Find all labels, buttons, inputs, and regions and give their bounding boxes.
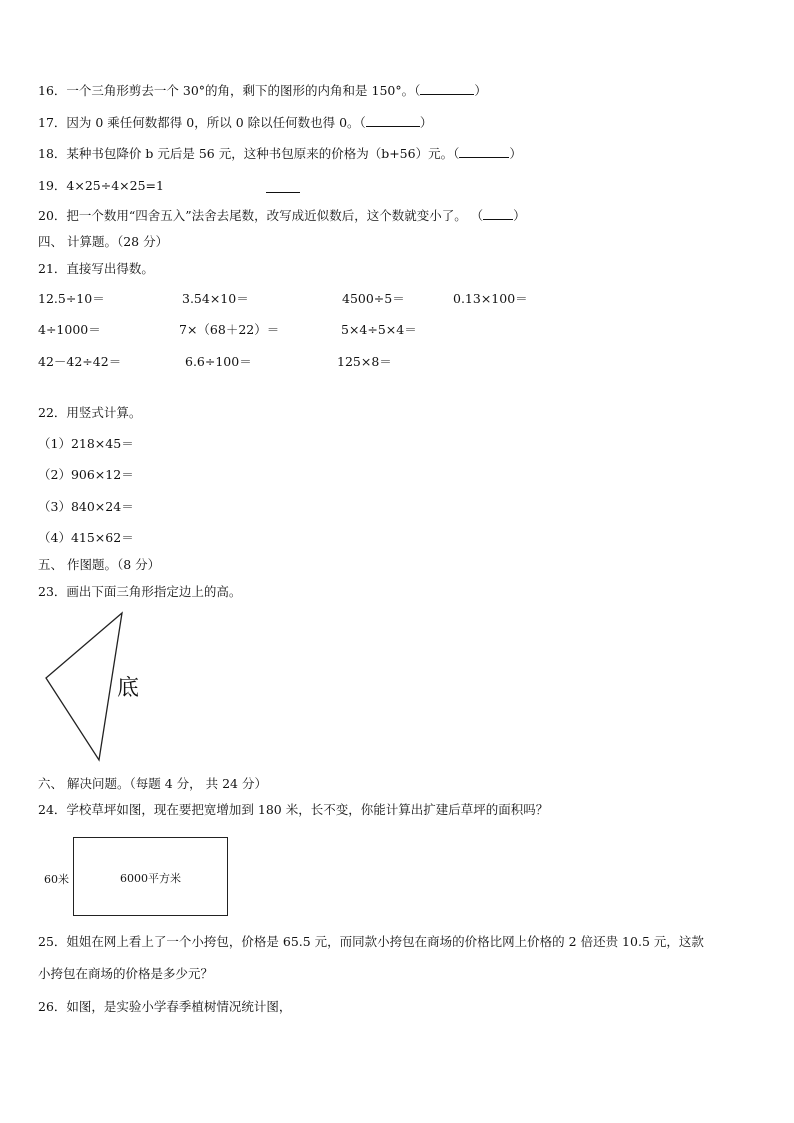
answer-blank-17[interactable] [366,115,420,127]
question-19-text: 19．4×25÷4×25=1 [38,178,164,193]
vertical-calc-3: （3）840×24＝ [38,499,134,514]
section-5-heading: 五、 作图题。（8 分） [38,557,161,572]
triangle-shape [46,613,122,760]
question-17 [38,115,432,131]
question-16-text: 16．一个三角形剪去一个 30°的角，剩下的图形的内角和是 150°。（ [38,83,421,98]
answer-blank-18[interactable] [459,146,509,158]
calc-21-r3-c2: 6.6÷100＝ [185,354,252,369]
vertical-calc-1: （1）218×45＝ [38,436,134,451]
question-18-text: 18．某种书包降价 b 元后是 56 元，这种书包原来的价格为（b+56）元。（ [38,146,460,161]
question-21-title: 21．直接写出得数。 [38,261,154,276]
question-25-line1: 25．姐姐在网上看上了一个小挎包，价格是 65.5 元，而同款小挎包在商场的价格比网上价格的 2 倍还贵 10.5 元，这款 [38,934,704,949]
vertical-calc-2: （2）906×12＝ [38,467,134,482]
question-18-close: ） [509,146,522,161]
question-20-text: 20．把一个数用“四舍五入”法舍去尾数，改写成近似数后，这个数就变小了。 （ [38,208,484,223]
calc-21-r3-c1: 42－42÷42＝ [38,354,122,369]
triangle-base-label: 底 [117,676,140,701]
answer-blank-19[interactable] [266,192,300,193]
calc-21-r1-c1: 12.5÷10＝ [38,291,105,306]
question-18 [38,146,522,162]
answer-blank-20[interactable] [483,208,513,220]
calc-21-r2-c1: 4÷1000＝ [38,322,101,337]
calc-21-r1-c4: 0.13×100＝ [453,291,528,306]
question-25-line2: 小挎包在商场的价格是多少元？ [38,966,214,981]
question-19 [38,178,164,194]
calc-21-r3-c3: 125×8＝ [337,354,392,369]
calc-21-r2-c3: 5×4÷5×4＝ [341,322,417,337]
question-20-close: ） [513,208,526,223]
question-16 [38,83,487,99]
calc-21-r1-c3: 4500÷5＝ [342,291,405,306]
question-17-close: ） [419,115,433,130]
section-4-heading: 四、 计算题。（28 分） [38,234,169,249]
answer-blank-16[interactable] [420,83,474,95]
lawn-width-label: 60米 [44,873,69,886]
vertical-calc-4: （4）415×62＝ [38,530,134,545]
question-20 [38,208,526,224]
question-24-title: 24．学校草坪如图，现在要把宽增加到 180 米，长不变，你能计算出扩建后草坪的面积吗？ [38,802,549,817]
question-22-title: 22．用竖式计算。 [38,405,142,420]
question-26-title: 26．如图，是实验小学春季植树情况统计图， [38,999,292,1014]
lawn-area-label: 6000平方米 [120,872,181,885]
calc-21-r2-c2: 7×（68＋22）＝ [179,322,280,337]
question-17-text: 17．因为 0 乘任何数都得 0，所以 0 除以任何数也得 0。（ [38,115,366,130]
calc-21-r1-c2: 3.54×10＝ [182,291,249,306]
question-16-close: ） [474,83,487,98]
section-6-heading: 六、 解决问题。（每题 4 分， 共 24 分） [38,776,267,791]
question-23-title: 23．画出下面三角形指定边上的高。 [38,584,242,599]
